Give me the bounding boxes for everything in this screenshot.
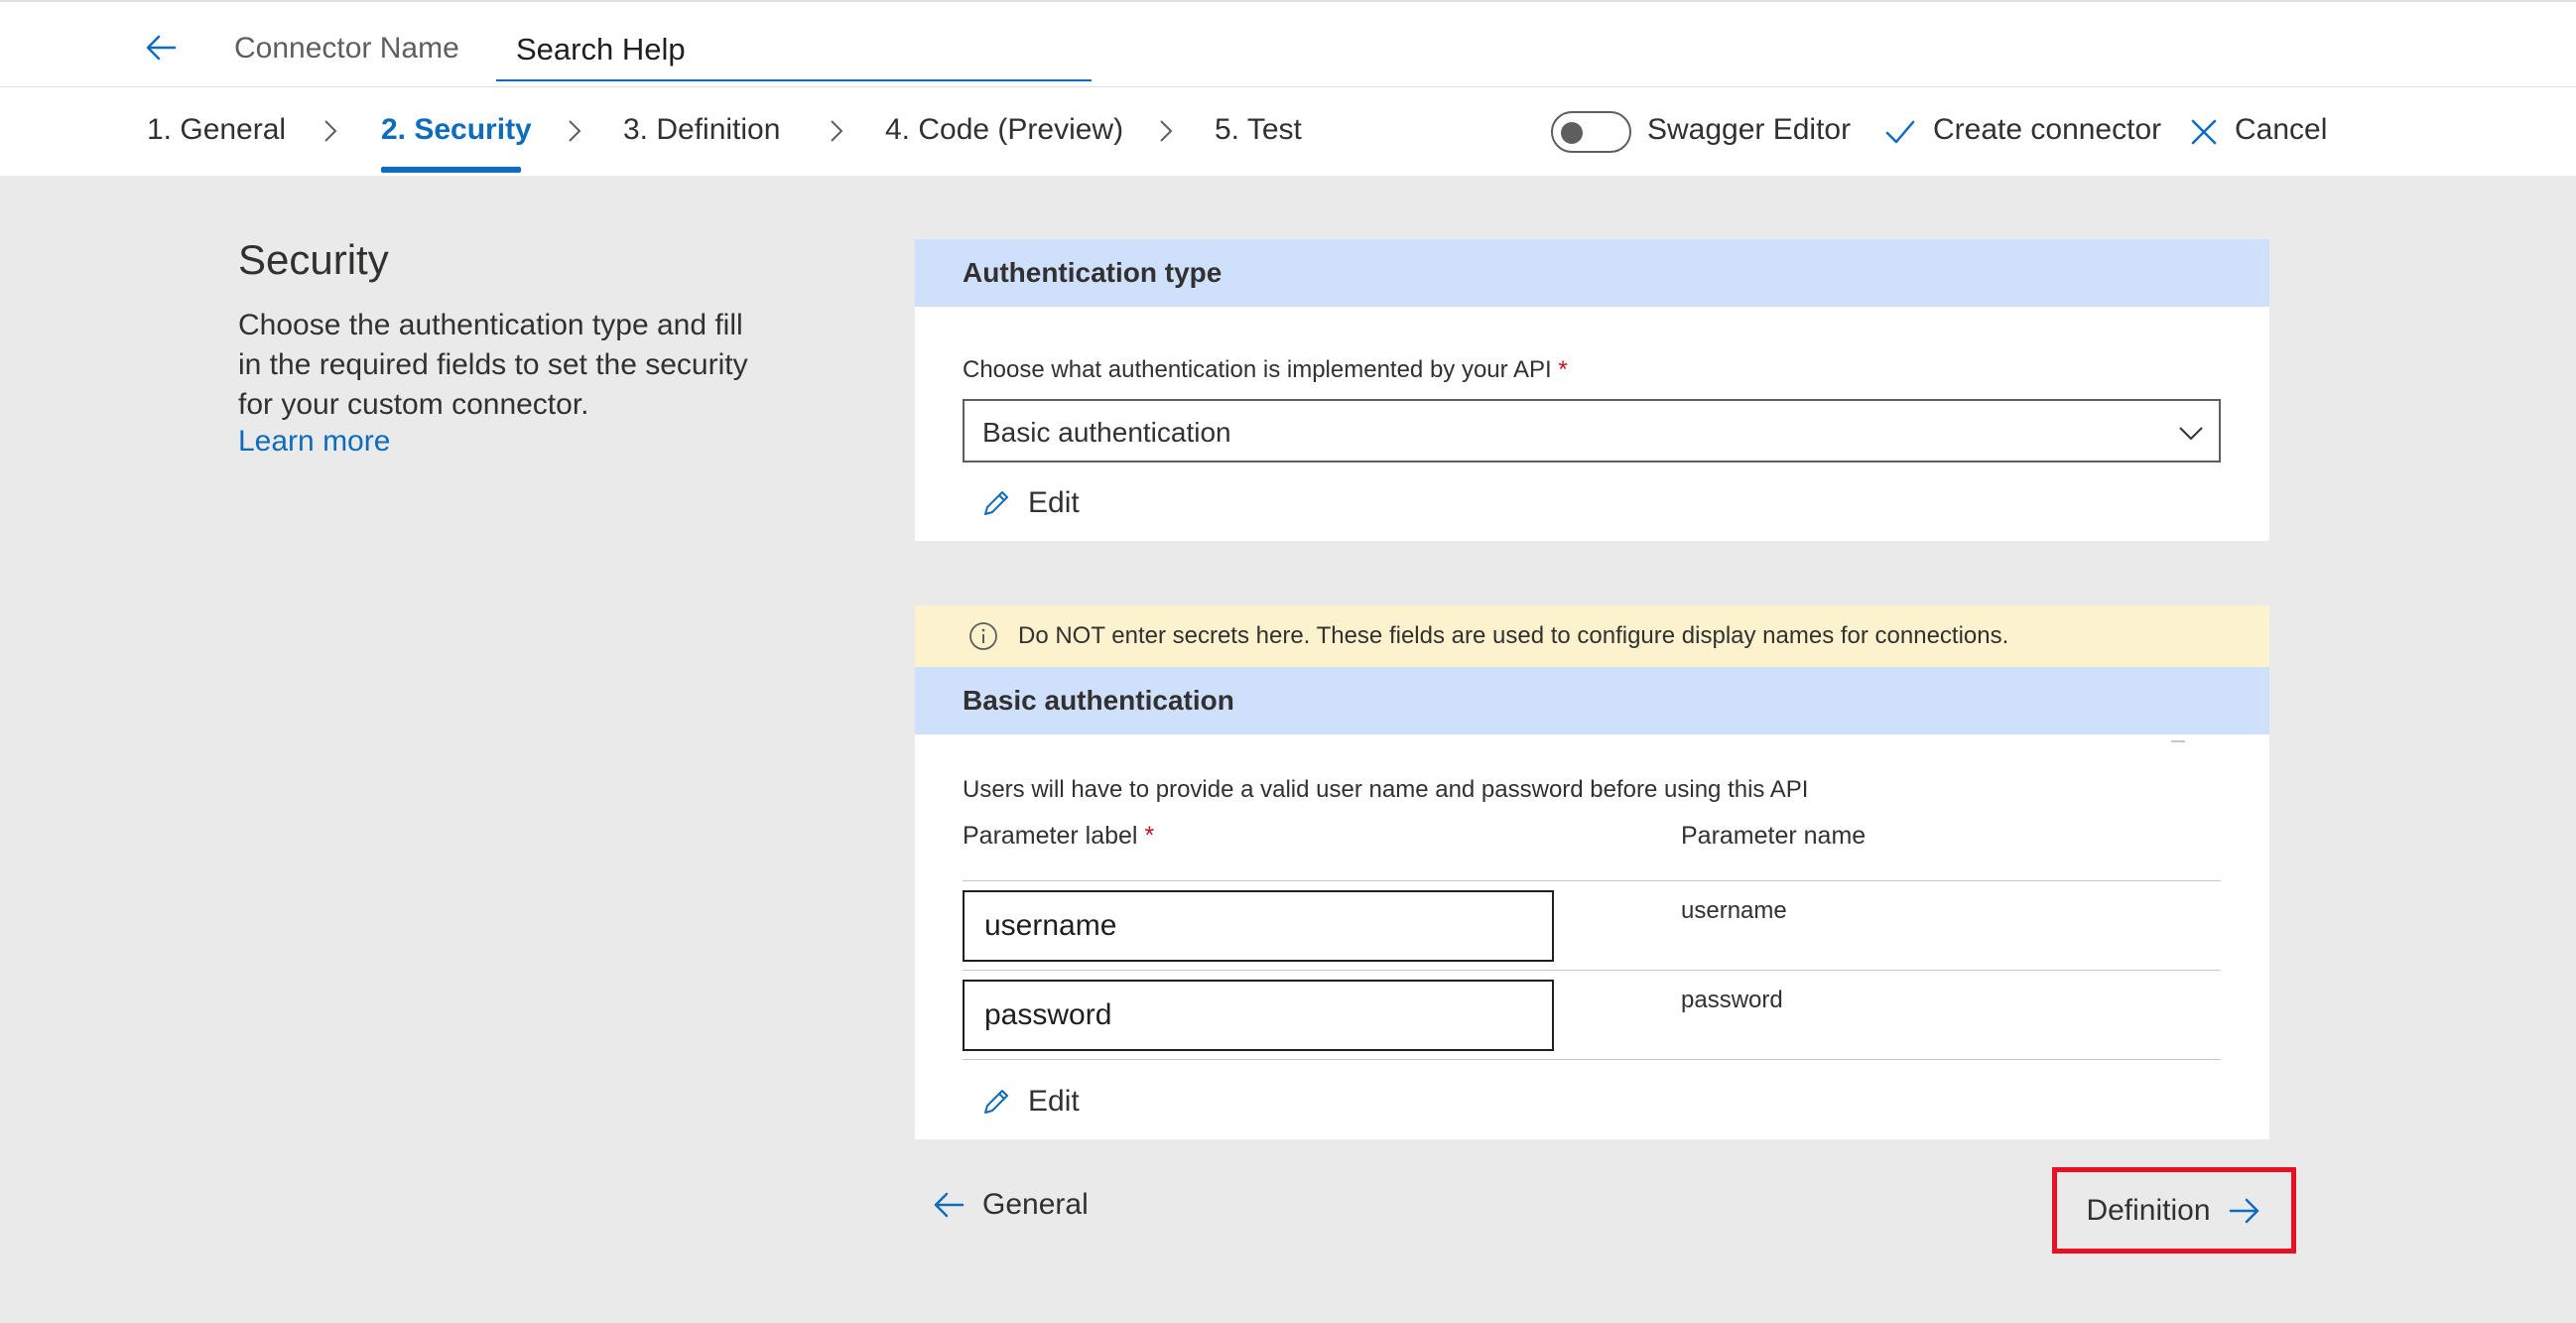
- chevron-right-icon: [318, 117, 341, 145]
- required-mark: *: [1558, 356, 1568, 383]
- edit-label: Edit: [1028, 486, 1080, 519]
- back-to-general-button[interactable]: [931, 1183, 1089, 1227]
- arrow-left-icon: [931, 1187, 966, 1223]
- tab-security[interactable]: 2. Security: [381, 113, 532, 146]
- connector-name-input[interactable]: [496, 20, 1092, 81]
- parameter-name-header: Parameter name: [1681, 822, 1867, 850]
- next-label: Definition: [2086, 1193, 2211, 1227]
- authentication-type-header: Authentication type: [915, 239, 2269, 307]
- table-divider: [963, 1059, 2221, 1060]
- edit-label: Edit: [1028, 1085, 1080, 1118]
- basic-authentication-card: [915, 667, 2269, 1139]
- connector-name-label: Connector Name: [234, 32, 459, 65]
- tab-general[interactable]: 1. General: [147, 113, 287, 146]
- parameter-name-password: password: [1681, 987, 1783, 1013]
- checkmark-icon[interactable]: [1883, 115, 1917, 149]
- collapse-icon[interactable]: [2171, 740, 2185, 742]
- info-icon: [968, 621, 998, 651]
- tab-code-preview[interactable]: 4. Code (Preview): [885, 113, 1124, 146]
- parameter-label-header-text: Parameter label: [963, 822, 1138, 850]
- secrets-warning-banner: [915, 605, 2269, 667]
- parameter-label-input-username[interactable]: [963, 890, 1554, 962]
- authentication-type-dropdown[interactable]: [963, 399, 2221, 463]
- table-divider: [963, 880, 2221, 881]
- create-connector-button[interactable]: Create connector: [1933, 113, 2162, 146]
- pencil-icon: [980, 487, 1012, 519]
- chevron-right-icon: [562, 117, 585, 145]
- tab-test[interactable]: 5. Test: [1215, 113, 1302, 146]
- warning-text: Do NOT enter secrets here. These fields are used to configure display names for connections.: [1018, 622, 2009, 649]
- basic-auth-description: Users will have to provide a valid user name and password before using this API: [963, 776, 1809, 803]
- learn-more-link[interactable]: Learn more: [238, 425, 391, 458]
- chevron-right-icon: [824, 117, 847, 145]
- chevron-down-icon: [2177, 419, 2205, 447]
- swagger-editor-label: Swagger Editor: [1647, 113, 1852, 146]
- pencil-icon: [980, 1086, 1012, 1118]
- back-label: General: [982, 1188, 1089, 1221]
- active-tab-indicator: [381, 167, 521, 173]
- table-divider: [963, 970, 2221, 971]
- page-description: Choose the authentication type and fill in the required fields to set the security for your custom connector.: [238, 309, 748, 421]
- auth-type-field-label: [963, 356, 1568, 384]
- cancel-button[interactable]: Cancel: [2235, 113, 2328, 146]
- step-navigation: [0, 87, 2576, 176]
- page-title: Security: [238, 236, 389, 283]
- chevron-right-icon: [1153, 117, 1177, 145]
- authentication-type-card: [915, 239, 2269, 541]
- tab-definition[interactable]: 3. Definition: [623, 113, 781, 146]
- top-bar: [0, 0, 2576, 87]
- parameter-label-input-password[interactable]: [963, 980, 1554, 1051]
- edit-auth-type-button[interactable]: [980, 483, 1080, 523]
- arrow-right-icon: [2227, 1193, 2262, 1229]
- arrow-left-icon[interactable]: [141, 28, 181, 67]
- required-mark: *: [1144, 822, 1155, 850]
- toggle-knob: [1561, 122, 1583, 144]
- swagger-editor-toggle[interactable]: [1551, 111, 1631, 153]
- edit-basic-auth-button[interactable]: [980, 1082, 1080, 1122]
- auth-type-label-text: Choose what authentication is implemented by your API: [963, 356, 1552, 383]
- close-icon[interactable]: [2187, 115, 2221, 149]
- next-definition-button[interactable]: [2052, 1167, 2296, 1254]
- dropdown-selected-value: Basic authentication: [982, 417, 1231, 448]
- parameter-name-username: username: [1681, 897, 1787, 924]
- parameter-label-header: [963, 822, 1154, 851]
- basic-authentication-header: Basic authentication: [915, 667, 2269, 734]
